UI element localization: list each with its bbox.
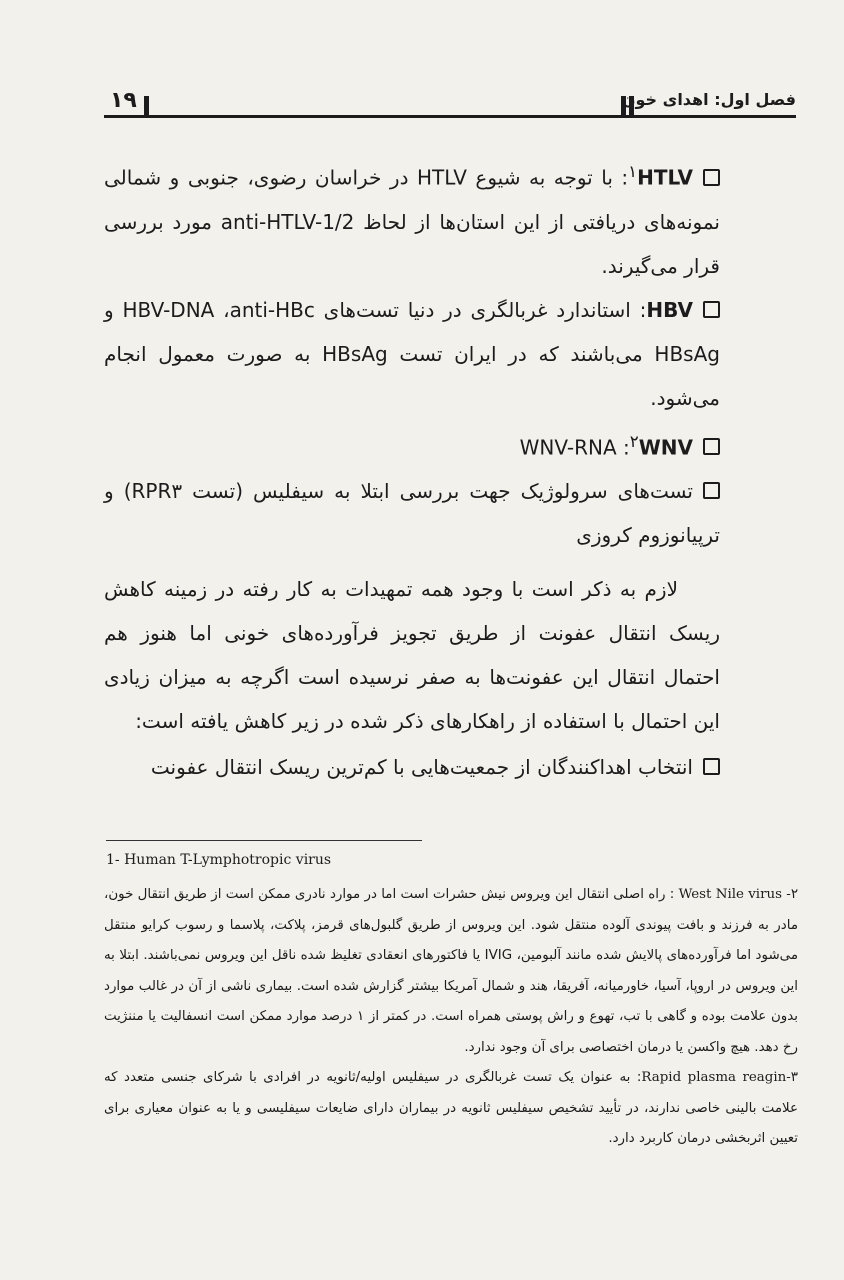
header-rule bbox=[104, 115, 796, 118]
list-item bbox=[104, 288, 720, 420]
list-item bbox=[104, 150, 720, 288]
checkbox-bullet-icon bbox=[703, 438, 720, 455]
main-text bbox=[104, 150, 720, 789]
footnote-rule bbox=[106, 840, 422, 841]
item-text: : استاندارد غربالگری در دنیا تست‌های HBV-DNA ،anti-HBc و HBsAg می‌باشند که در ایران تست HBsAg به صورت معمول انجام می‌شود. bbox=[104, 297, 720, 410]
footnote-3-label: ۳-Rapid plasma reagin bbox=[641, 1070, 798, 1085]
footnote-3-text: : به عنوان یک تست غربالگری در سیفلیس اولیه/ثانویه در افرادی با شرکای جنسی متعدد که علامت بالینی خاصی ندارند، در تأیید تشخیص سیفلیس ثانویه در بیماران دارای ضایعات سیفلیسی و یا به عنوان معیاری برای تعیین اثربخشی درمان کاربرد دارد. bbox=[104, 1070, 798, 1146]
footnote-2-text: : راه اصلی انتقال این ویروس نیش حشرات است اما در موارد نادری ممکن است از طریق انتقال خون، مادر به فرزند و بافت پیوندی آلوده منتقل شود. این ویروس از طریق گلبول‌های قرمز، پلاکت، پلاسما و رسوب کرایو منتقل می‌شود اما فرآورده‌های پالایش شده مانند آلبومین، IVIG یا فاکتورهای انعقادی تغلیظ شده ناقل این ویروس نمی‌باشند. ابتلا به این ویروس در اروپا، آسیا، خاورمیانه، آفریقا، هند و شمال آمریکا بیشتر گزارش شده است. بیماری ناشی از آن در غالب موارد بدون علامت بوده و گاهی با تب، تهوع و راش پوستی همراه است. در کمتر از ۱ درصد موارد ممکن است انسفالیت یا مننژیت رخ دهد. هیچ واکسن یا درمان اختصاصی برای آن وجود ندارد. bbox=[104, 887, 799, 1055]
footnotes bbox=[104, 880, 798, 1155]
checkbox-bullet-icon bbox=[703, 758, 720, 775]
item-text: : با توجه به شیوع HTLV در خراسان رضوی، جنوبی و شمالی نمونه‌های دریافتی از این استان‌ها از لحاظ anti-HTLV-1/2 مورد بررسی قرار می‌گیرند. bbox=[104, 165, 721, 278]
item-text: انتخاب اهداکنندگان از جمعیت‌هایی با کم‌ترین ریسک انتقال عفونت bbox=[150, 755, 693, 780]
checkbox-bullet-icon bbox=[703, 301, 720, 318]
footnote-2-label: ۲- West Nile virus bbox=[678, 887, 799, 902]
footnote-3 bbox=[104, 1063, 798, 1155]
item-tag: HTLV bbox=[637, 165, 693, 190]
list-item bbox=[104, 420, 720, 470]
footnote-ref: ۱ bbox=[628, 162, 638, 181]
page-header bbox=[104, 86, 796, 126]
page-number: ۱۹ bbox=[110, 88, 137, 113]
chapter-title: فصل اول: اهدای خون bbox=[621, 90, 796, 109]
list-item bbox=[104, 469, 720, 557]
checkbox-bullet-icon bbox=[703, 169, 720, 186]
body-paragraph: لازم به ذکر است با وجود همه تمهیدات به کار رفته در زمینه کاهش ریسک انتقال عفونت از طریق تجویز فرآورده‌های خونی اما هنوز هم احتمال انتقال این عفونت‌ها به صفر نرسیده است اگرچه به میزان زیادی این احتمال با استفاده از راهکارهای ذکر شده در زیر کاهش یافته است: bbox=[104, 577, 720, 734]
item-text: تست‌های سرولوژیک جهت بررسی ابتلا به سیفلیس (تست RPR۳) و ترپیانوزوم کروزی bbox=[104, 479, 720, 548]
item-tag: HBV bbox=[646, 297, 694, 322]
header-marker bbox=[144, 96, 149, 116]
footnote-1: 1- Human T-Lymphotropic virus bbox=[106, 852, 332, 868]
checkbox-bullet-icon bbox=[703, 482, 720, 499]
footnote-2 bbox=[104, 880, 798, 1063]
item-tag: WNV bbox=[638, 435, 693, 460]
footnote-ref: ۲ bbox=[629, 431, 639, 451]
item-text: : WNV-RNA bbox=[519, 435, 630, 460]
list-item bbox=[104, 745, 720, 789]
